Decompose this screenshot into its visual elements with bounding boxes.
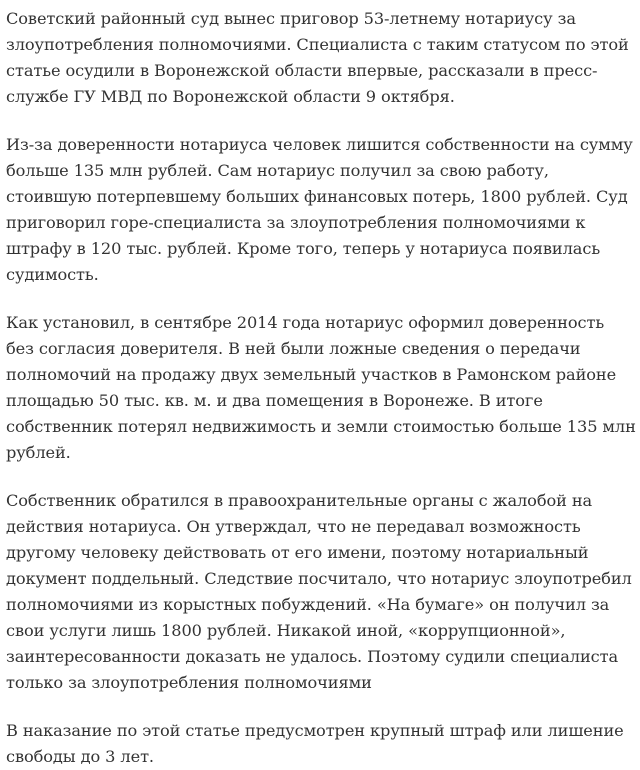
article-paragraph-3: Как установил, в сентябре 2014 года нотариус оформил доверенность без согласия доверителя. В ней были ложные сведения о передачи полномочий на продажу двух земельный участков в Рамонском районе площадью 50 тыс. кв. м. и два помещения в Воронеже. В итоге собственник потерял недвижимость и земли стоимостью больше 135 млн рублей.	[6, 313, 636, 462]
article-paragraph-2: Из-за доверенности нотариуса человек лишится собственности на сумму больше 135 млн рублей. Сам нотариус получил за свою работу, стоившую потерпевшему больших финансовых потерь, 1800 рублей. Суд приговорил горе-специалиста за злоупотребления полномочиями к штрафу в 120 тыс. рублей. Кроме того, теперь у нотариуса появилась судимость.	[6, 135, 633, 284]
article-paragraph-4: Собственник обратился в правоохранительные органы с жалобой на действия нотариуса. Он утверждал, что не передавал возможность другому человеку действовать от его имени, поэтому нотариальный документ поддельный. Следствие посчитало, что нотариус злоупотребил полномочиями из корыстных побуждений. «На бумаге» он получил за свои услуги лишь 1800 рублей. Никакой иной, «коррупционной», заинтересованности доказать не удалось. Поэтому судили специалиста только за злоупотребления полномочиями	[6, 491, 632, 692]
article-paragraph-1: Советский районный суд вынес приговор 53-летнему нотариусу за злоупотребления полномочиями. Специалиста с таким статусом по этой статье осудили в Воронежской области впервые, рассказали в пресс-службе ГУ МВД по Воронежской области 9 октября.	[6, 9, 629, 106]
article-paragraph-5: В наказание по этой статье предусмотрен крупный штраф или лишение свободы до 3 лет.	[6, 721, 624, 766]
